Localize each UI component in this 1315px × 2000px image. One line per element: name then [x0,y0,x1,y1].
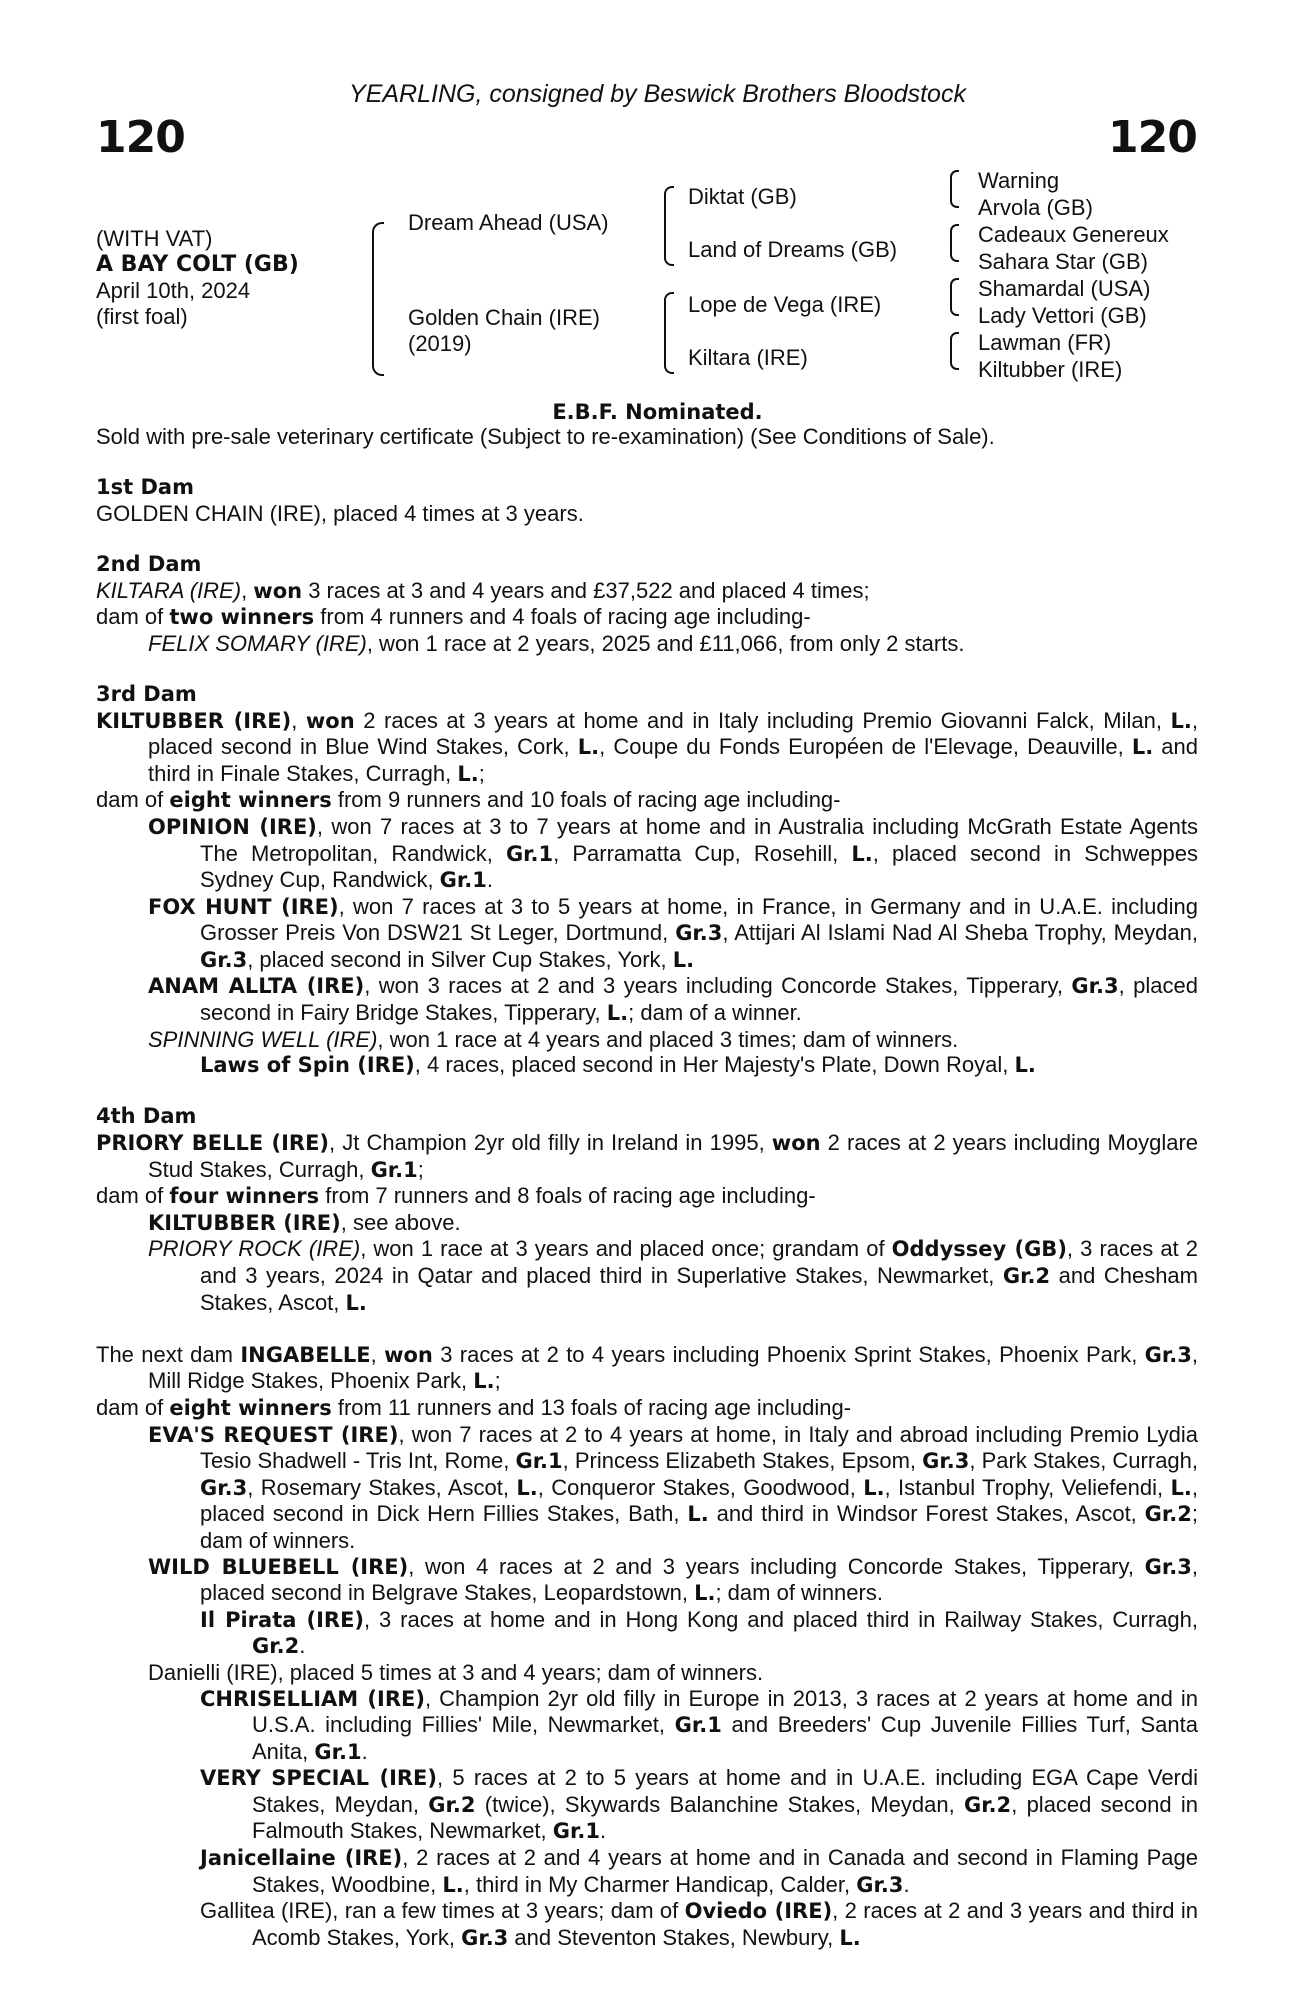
progeny-il-pirata: Il Pirata (IRE), 3 races at home and in Hong Kong and placed third in Railway Stakes, Curragh, Gr.2. [200,1606,1199,1659]
pedigree-brace-sire [664,186,674,266]
ancestor-sahara-star: Sahara Star (GB) [978,249,1148,274]
horse-name: A BAY COLT (GB) [96,252,299,277]
progeny-priory-rock: PRIORY ROCK (IRE), won 1 race at 3 years and placed once; grandam of Oddyssey (GB), 3 races at 2 and 3 years, 2024 in Qatar and placed third in Superlative Stakes, Newmarket, Gr.2 and Chesham Stakes, Ascot, L. [148,1236,1198,1315]
pedigree-brace-g3-2 [950,224,959,262]
third-dam-record: KILTUBBER (IRE), won 2 races at 3 years at home and in Italy including Premio Giovanni Falck, Milan, L., placed second in Blue Wind Stakes, Cork, L., Coupe du Fonds Européen de l'Elevage, Deauville, L. and third in Finale Stakes, Curragh, L.; [96,707,1198,786]
lot-number-right: 120 [1108,112,1197,163]
next-dam-produce: dam of eight winners from 11 runners and 13 foals of racing age including- [96,1394,852,1420]
ebf-nominated: E.B.F. Nominated. [552,400,763,424]
ancestor-lawman: Lawman (FR) [978,330,1112,355]
progeny-very-special: VERY SPECIAL (IRE), 5 races at 2 to 5 years at home and in U.A.E. including EGA Cape Verdi Stakes, Meydan, Gr.2 (twice), Skywards Balanchine Stakes, Meydan, Gr.2, placed second in Falmouth Stakes, Newmarket, Gr.1. [200,1765,1199,1844]
progeny-chriselliam: CHRISELLIAM (IRE), Champion 2yr old filly in Europe in 2013, 3 races at 2 years at home and in U.S.A. including Fillies' Mile, Newmarket, Gr.1 and Breeders' Cup Juvenile Fillies Turf, Santa Anita, Gr.1. [200,1685,1198,1764]
progeny-janicellaine: Janicellaine (IRE), 2 races at 2 and 4 years at home and in Canada and second in Flaming Page Stakes, Woodbine, L., third in My Charmer Handicap, Calder, Gr.3. [200,1845,1198,1897]
first-dam-text: GOLDEN CHAIN (IRE), placed 4 times at 3 years. [96,500,584,526]
ancestor-kiltubber: Kiltubber (IRE) [978,357,1123,382]
pedigree-brace-dam [664,292,674,374]
ancestor-arvola: Arvola (GB) [978,195,1093,220]
dam-sire: Lope de Vega (IRE) [688,292,882,317]
second-dam-record: KILTARA (IRE), won 3 races at 3 and 4 years and £37,522 and placed 4 times; [96,577,870,603]
ancestor-lady-vettori: Lady Vettori (GB) [978,303,1147,328]
vet-certificate-note: Sold with pre-sale veterinary certificate (Subject to re-examination) (See Conditions of Sale). [96,424,995,449]
progeny-kiltubber: KILTUBBER (IRE), see above. [148,1209,461,1235]
consignor-line: YEARLING, consigned by Beswick Brothers Bloodstock [349,80,966,108]
pedigree-brace-g3-3 [950,278,959,316]
dam-dam: Kiltara (IRE) [688,345,808,370]
pedigree-brace-g3-4 [950,332,959,370]
dam: Golden Chain (IRE) [408,305,600,330]
sire: Dream Ahead (USA) [408,210,609,235]
progeny-fox-hunt: FOX HUNT (IRE), won 7 races at 3 to 5 years at home, in France, in Germany and in U.A.E. including Grosser Preis Von DSW21 St Leger, Dortmund, Gr.3, Attijari Al Islami Nad Al Sheba Trophy, Meydan, Gr.3, placed second in Silver Cup Stakes, York, L. [148,893,1199,972]
fourth-dam-produce: dam of four winners from 7 runners and 8 foals of racing age including- [96,1183,816,1209]
catalogue-body [96,424,1198,1951]
ancestor-warning: Warning [978,168,1060,193]
progeny-wild-bluebell: WILD BLUEBELL (IRE), won 4 races at 2 and 3 years including Concorde Stakes, Tipperary, Gr.3, placed second in Belgrave Stakes, Leopardstown, L.; dam of winners. [148,1553,1198,1606]
second-dam-heading: 2nd Dam [96,551,202,576]
progeny-gallitea: Gallitea (IRE), ran a few times at 3 years; dam of Oviedo (IRE), 2 races at 2 and 3 years and third in Acomb Stakes, York, Gr.3 and Steventon Stakes, Newbury, L. [200,1898,1199,1950]
sire-sire: Diktat (GB) [688,184,797,209]
second-dam-produce: dam of two winners from 4 runners and 4 foals of racing age including- [96,604,811,630]
progeny-laws-of-spin: Laws of Spin (IRE), 4 races, placed second in Her Majesty's Plate, Down Royal, L. [200,1052,1036,1078]
pedigree-brace-main [372,222,384,376]
fourth-dam-record: PRIORY BELLE (IRE), Jt Champion 2yr old filly in Ireland in 1995, won 2 races at 2 years including Moyglare Stud Stakes, Curragh, Gr.1; [96,1130,1198,1182]
third-dam-produce: dam of eight winners from 9 runners and 10 foals of racing age including- [96,787,841,813]
dam-year: (2019) [408,331,472,356]
foaling-date: April 10th, 2024 [96,278,251,303]
progeny-anam-allta: ANAM ALLTA (IRE), won 3 races at 2 and 3 years including Concorde Stakes, Tipperary, Gr.3, placed second in Fairy Bridge Stakes, Tipperary, L.; dam of a winner. [148,973,1198,1026]
ancestor-cadeaux-genereux: Cadeaux Genereux [978,222,1169,247]
fourth-dam-heading: 4th Dam [96,1104,197,1129]
sire-dam: Land of Dreams (GB) [688,237,898,262]
progeny-opinion: OPINION (IRE), won 7 races at 3 to 7 years at home and in Australia including McGrath Estate Agents The Metropolitan, Randwick, Gr.1, Parramatta Cup, Rosehill, L., placed second in Schweppes Sydney Cup, Randwick, Gr.1. [148,813,1198,893]
lot-number-left: 120 [96,112,185,163]
progeny-evas-request: EVA'S REQUEST (IRE), won 7 races at 2 to 4 years at home, in Italy and abroad including Premio Lydia Tesio Shadwell - Tris Int, Rome, Gr.1, Princess Elizabeth Stakes, Epsom, Gr.3, Park Stakes, Curragh, Gr.3, Rosemary Stakes, Ascot, L., Conqueror Stakes, Goodwood, L., Istanbul Trophy, Veliefendi, L., placed second in Dick Hern Fillies Stakes, Bath, L. and third in Windsor Forest Stakes, Ascot, Gr.2; dam of winners. [148,1421,1199,1553]
ancestor-shamardal: Shamardal (USA) [978,276,1151,301]
next-dam-record: The next dam INGABELLE, won 3 races at 2 to 4 years including Phoenix Sprint Stakes, Phoenix Park, Gr.3, Mill Ridge Stakes, Phoenix Park, L.; [96,1341,1198,1394]
first-dam-heading: 1st Dam [96,475,194,500]
third-dam-heading: 3rd Dam [96,681,197,706]
second-dam-name: KILTARA (IRE) [96,577,242,603]
progeny-danielli: Danielli (IRE), placed 5 times at 3 and 4 years; dam of winners. [148,1659,764,1685]
progeny-felix-somary: FELIX SOMARY (IRE), won 1 race at 2 years, 2025 and £11,066, from only 2 starts. [148,630,965,656]
pedigree-brace-g3-1 [950,170,959,208]
vat-note: (WITH VAT) [96,226,213,251]
horse-info [96,226,299,330]
foal-note: (first foal) [96,304,188,329]
progeny-spinning-well: SPINNING WELL (IRE), won 1 race at 4 years and placed 3 times; dam of winners. [148,1026,959,1052]
